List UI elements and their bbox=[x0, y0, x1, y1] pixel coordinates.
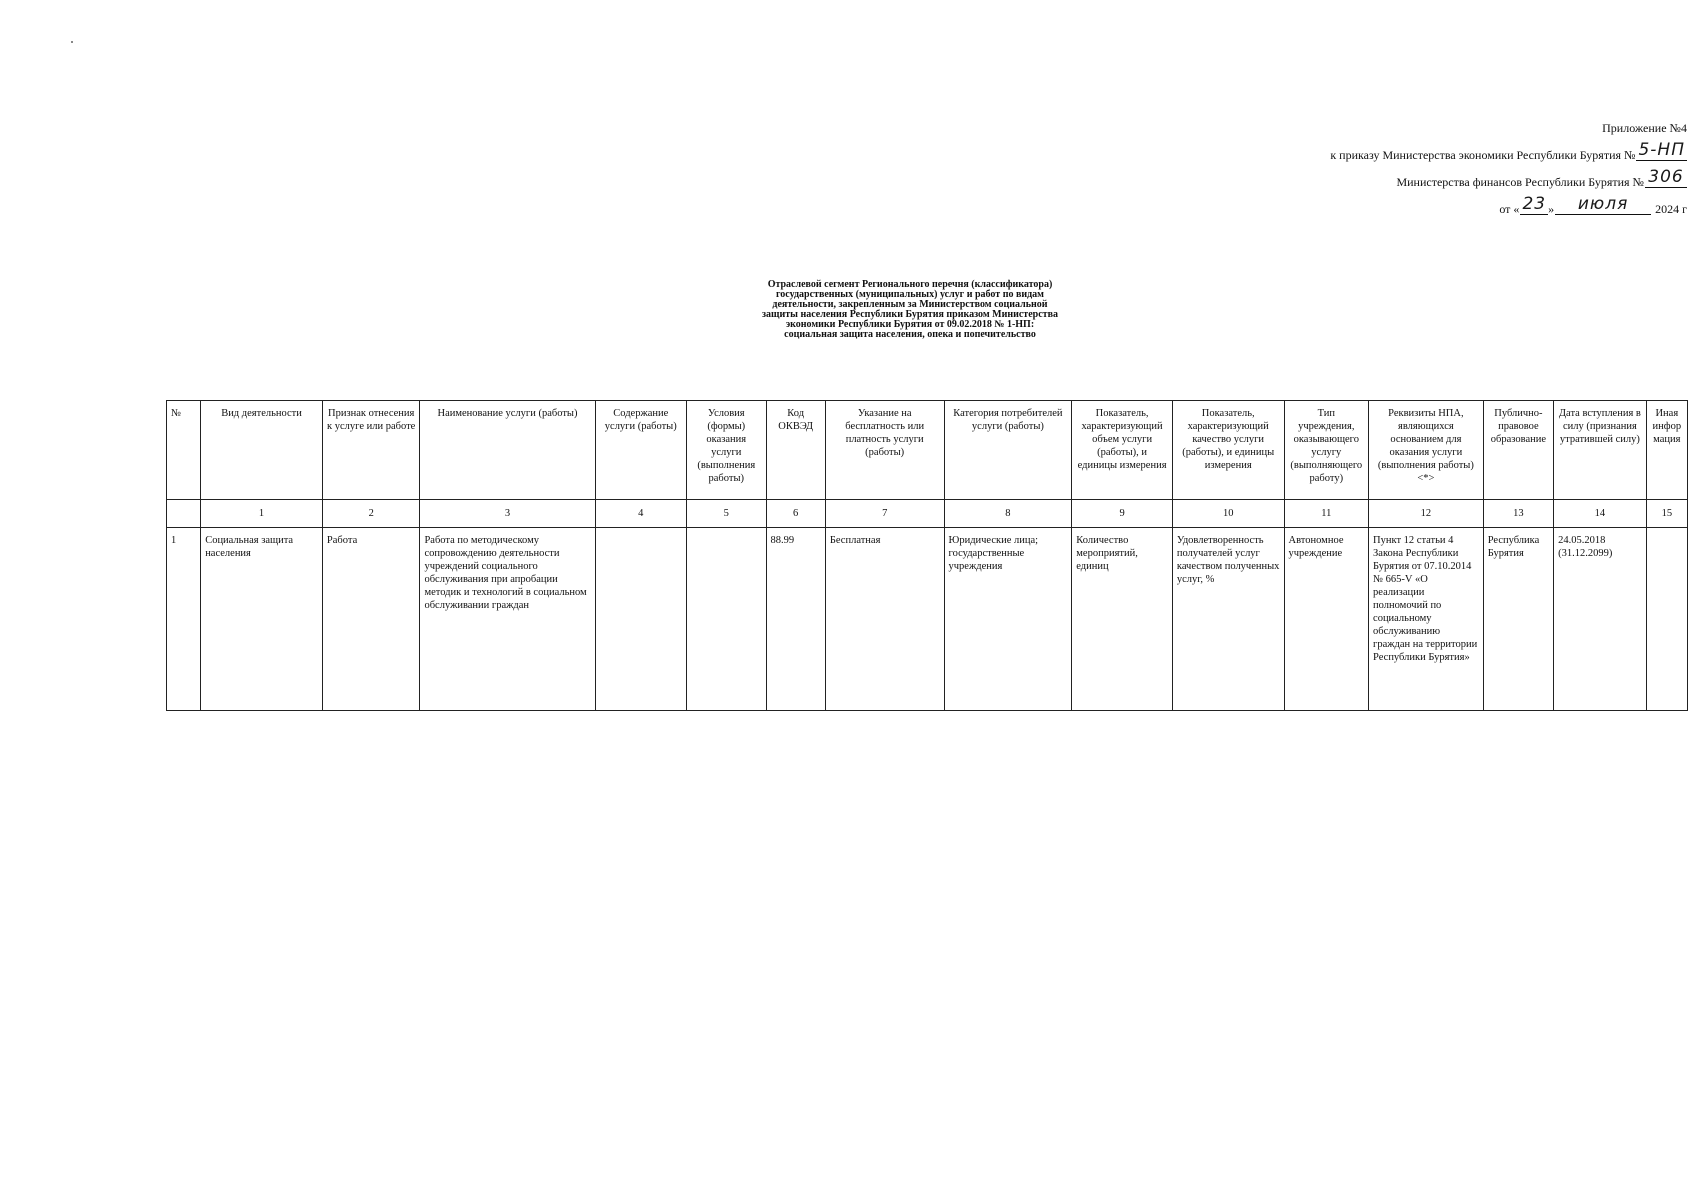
column-number-cell: 15 bbox=[1646, 500, 1687, 528]
column-number-cell bbox=[167, 500, 201, 528]
row-cell bbox=[1646, 528, 1687, 711]
date-year: 2024 г bbox=[1655, 202, 1687, 216]
appendix-title-line bbox=[1330, 114, 1687, 134]
appendix-header bbox=[1330, 114, 1687, 215]
column-number-cell: 6 bbox=[766, 500, 825, 528]
header-cell: Категория потребителей услуги (работы) bbox=[944, 401, 1072, 500]
title-line: защиты населения Республики Бурятия приказом Министерства bbox=[762, 309, 1058, 320]
title-line: социальная защита населения, опека и попечительство bbox=[784, 329, 1036, 340]
row-cell: Пункт 12 статьи 4 Закона Республики Бурятия от 07.10.2014 № 665-V «О реализации полномочий по социальному обслуживанию граждан на территории Республики Бурятия» bbox=[1369, 528, 1484, 711]
column-number-cell: 11 bbox=[1284, 500, 1369, 528]
row-cell: Работа bbox=[322, 528, 420, 711]
header-row bbox=[167, 401, 1688, 500]
date-mid: » bbox=[1548, 202, 1555, 216]
order-line bbox=[1330, 134, 1687, 161]
column-number-cell: 14 bbox=[1554, 500, 1647, 528]
finance-number: 306 bbox=[1645, 168, 1687, 188]
row-cell: Юридические лица; государственные учреждения bbox=[944, 528, 1072, 711]
title-line: деятельности, закрепленным за Министерством социальной bbox=[772, 299, 1048, 310]
row-cell bbox=[687, 528, 766, 711]
header-cell: Наименование услуги (работы) bbox=[420, 401, 595, 500]
date-line bbox=[1330, 188, 1687, 215]
row-cell: Бесплатная bbox=[825, 528, 944, 711]
row-cell: Республика Бурятия bbox=[1483, 528, 1553, 711]
column-number-cell: 10 bbox=[1172, 500, 1284, 528]
finance-prefix: Министерства финансов Республики Бурятия № bbox=[1396, 175, 1644, 189]
column-number-cell: 1 bbox=[201, 500, 323, 528]
column-number-cell: 7 bbox=[825, 500, 944, 528]
row-cell: Удовлетворенность получателей услуг качеством полученных услуг, % bbox=[1172, 528, 1284, 711]
column-number-cell: 3 bbox=[420, 500, 595, 528]
header-cell: Признак отнесения к услуге или работе bbox=[322, 401, 420, 500]
table-row bbox=[167, 528, 1688, 711]
row-cell bbox=[595, 528, 687, 711]
title-line: экономики Республики Бурятия от 09.02.2018 № 1-НП: bbox=[785, 319, 1035, 330]
header-cell: Вид деятельности bbox=[201, 401, 323, 500]
classifier-table bbox=[166, 400, 1688, 711]
row-cell: Количество мероприятий, единиц bbox=[1072, 528, 1173, 711]
finance-order-line bbox=[1330, 161, 1687, 188]
date-month: июля bbox=[1555, 195, 1651, 215]
header-cell: Содержание услуги (работы) bbox=[595, 401, 687, 500]
header-cell: Указание на бесплатность или платность услуги (работы) bbox=[825, 401, 944, 500]
row-cell: 24.05.2018 (31.12.2099) bbox=[1554, 528, 1647, 711]
row-cell: 1 bbox=[167, 528, 201, 711]
order-number: 5-НП bbox=[1638, 140, 1685, 161]
title-line: государственных (муниципальных) услуг и работ по видам bbox=[776, 289, 1044, 300]
appendix-title: Приложение №4 bbox=[1602, 121, 1687, 135]
header-cell: Иная информация bbox=[1646, 401, 1687, 500]
column-number-cell: 4 bbox=[595, 500, 687, 528]
column-number-cell: 9 bbox=[1072, 500, 1173, 528]
column-number-cell: 12 bbox=[1369, 500, 1484, 528]
order-prefix: к приказу Министерства экономики Республики Бурятия № bbox=[1330, 148, 1636, 162]
row-cell: Социальная защита населения bbox=[201, 528, 323, 711]
document-title bbox=[720, 280, 1100, 340]
column-number-cell: 5 bbox=[687, 500, 766, 528]
header-cell: Реквизиты НПА, являющихся основанием для оказания услуги (выполнения работы) <*> bbox=[1369, 401, 1484, 500]
header-cell: Публично-правовое образование bbox=[1483, 401, 1553, 500]
header-cell: Условия (формы) оказания услуги (выполнения работы) bbox=[687, 401, 766, 500]
column-number-cell: 2 bbox=[322, 500, 420, 528]
title-line: Отраслевой сегмент Регионального перечня (классификатора) bbox=[767, 279, 1053, 290]
header-cell: Дата вступления в силу (признания утратившей силу) bbox=[1554, 401, 1647, 500]
header-cell: Показатель, характеризующий качество услуги (работы), и единицы измерения bbox=[1172, 401, 1284, 500]
scan-speck bbox=[71, 41, 73, 43]
row-cell: 88.99 bbox=[766, 528, 825, 711]
header-cell: Код ОКВЭД bbox=[766, 401, 825, 500]
row-cell: Работа по методическому сопровождению деятельности учреждений социального обслуживания при апробации методик и технологий в социальном обслуживании граждан bbox=[420, 528, 595, 711]
header-cell: Показатель, характеризующий объем услуги (работы), и единицы измерения bbox=[1072, 401, 1173, 500]
column-number-row bbox=[167, 500, 1688, 528]
header-cell: Тип учреждения, оказывающего услугу (выполняющего работу) bbox=[1284, 401, 1369, 500]
column-number-cell: 13 bbox=[1483, 500, 1553, 528]
date-day: 23 bbox=[1522, 194, 1547, 215]
row-cell: Автономное учреждение bbox=[1284, 528, 1369, 711]
date-prefix: от « bbox=[1499, 202, 1520, 216]
header-cell: № bbox=[167, 401, 201, 500]
column-number-cell: 8 bbox=[944, 500, 1072, 528]
